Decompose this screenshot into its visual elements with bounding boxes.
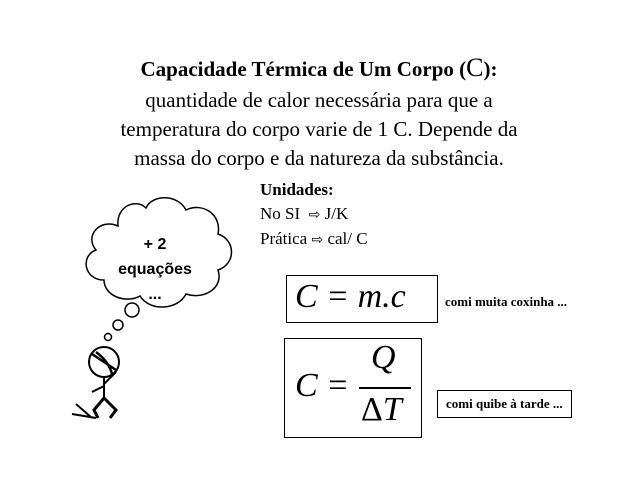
thought-line-1: + 2: [143, 236, 167, 253]
formula-capacity-heat: [284, 338, 422, 438]
note-quibe: comi quibe à tarde ...: [437, 390, 572, 418]
arrow-right-icon: ⇨: [311, 232, 324, 248]
units-si-label: No SI: [260, 204, 301, 223]
formula-capacity-mass: [286, 275, 438, 323]
thought-dots-icon: [105, 303, 140, 341]
units-heading: Unidades:: [260, 180, 334, 199]
formula-2-numerator: Q: [371, 339, 396, 376]
formula-2-temperature: T: [382, 391, 402, 428]
formula-2-denominator: [361, 391, 402, 429]
arrow-right-icon: ⇨: [308, 207, 321, 223]
thought-text: [100, 232, 210, 307]
formula-1-text: C = m.c: [295, 278, 406, 315]
description-line-2: temperatura do corpo varie de 1 C. Depende da: [120, 117, 518, 141]
units-practical-value: cal/ C: [327, 229, 368, 248]
units-si-value: J/K: [324, 204, 349, 223]
description-line-1: quantidade de calor necessária para que a: [145, 88, 493, 112]
thought-line-2: equações: [118, 261, 192, 278]
delta-symbol: Δ: [361, 391, 383, 428]
title-prefix: Capacidade Térmica de Um Corpo (: [140, 57, 467, 81]
stick-figure-icon: [72, 347, 119, 418]
note-coxinha: comi muita coxinha ...: [445, 294, 568, 309]
fraction-bar: [359, 387, 411, 389]
description-line-3: massa do corpo e da natureza da substância.: [134, 146, 504, 170]
title-symbol: C: [466, 53, 484, 82]
formula-2-lhs: C =: [295, 367, 350, 404]
title-suffix: ):: [483, 57, 498, 81]
units-practical-label: Prática: [260, 229, 308, 248]
thought-line-3: ...: [148, 286, 162, 303]
